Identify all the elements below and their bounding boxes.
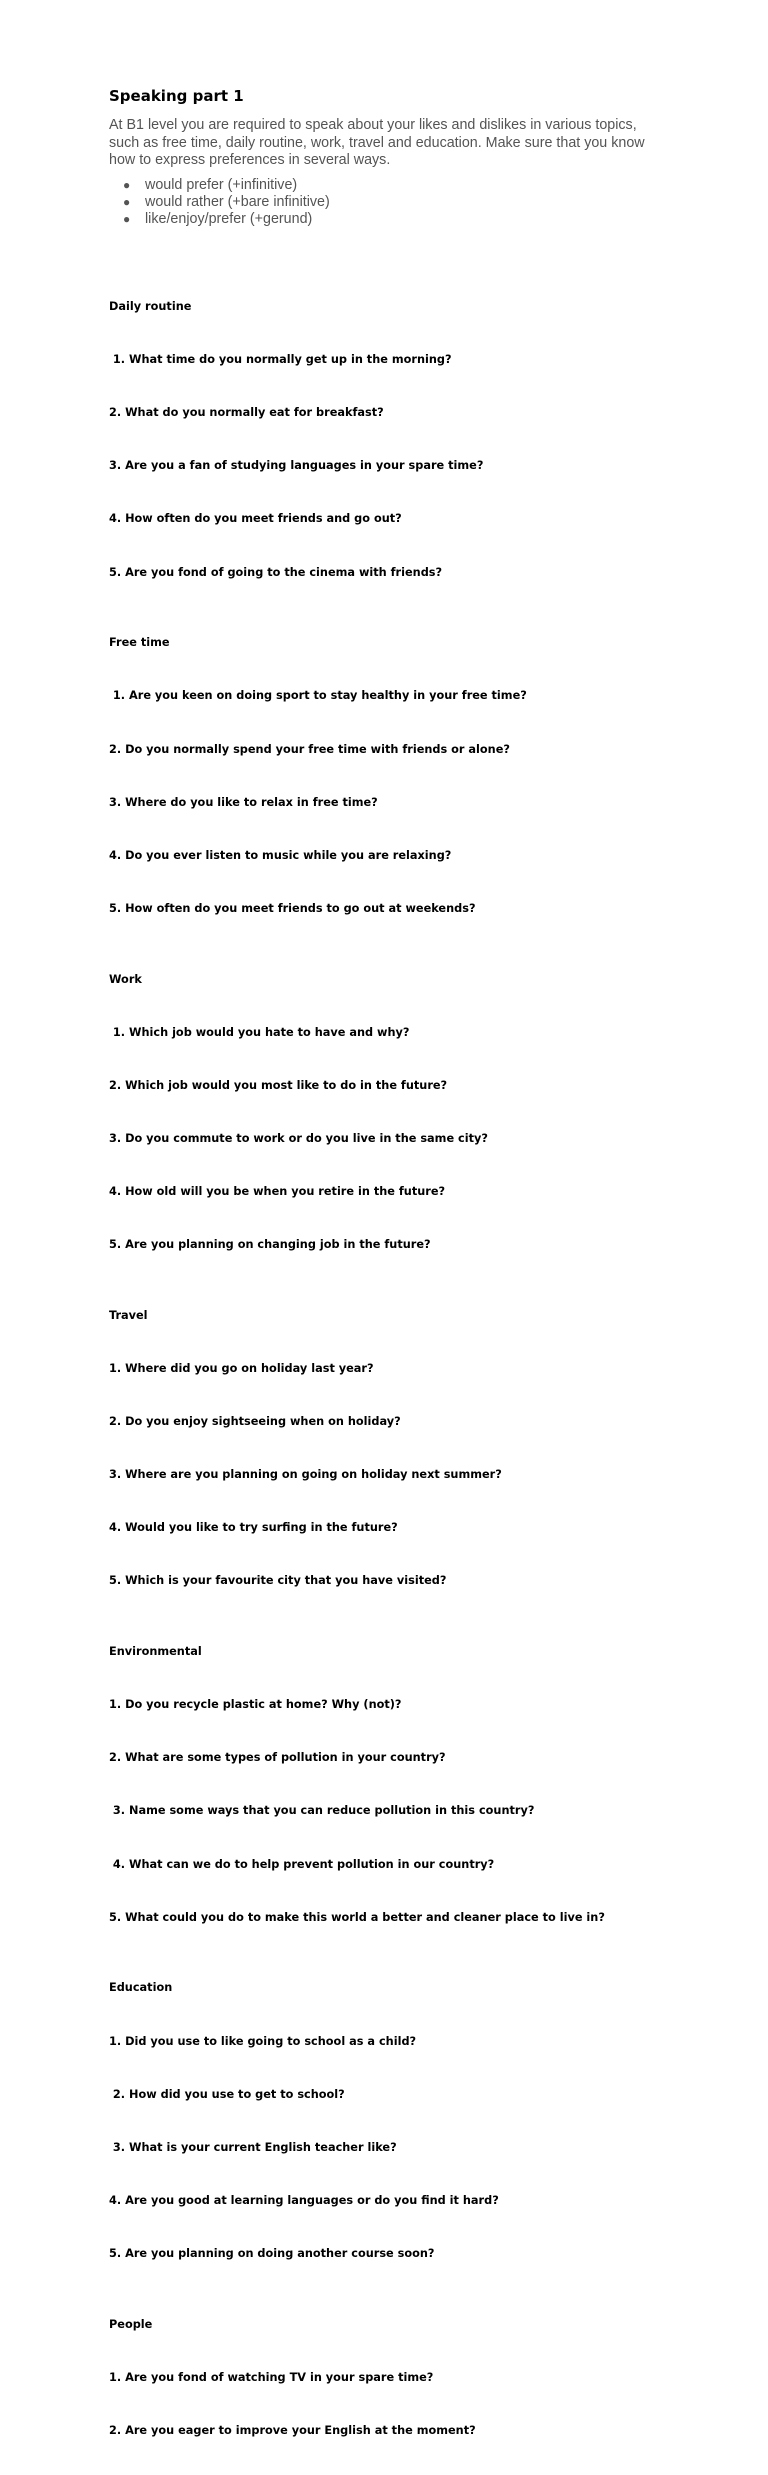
question-item: 2. Do you enjoy sightseeing when on holiday? xyxy=(109,1415,401,1429)
section-heading: Free time xyxy=(109,636,170,650)
section-heading: Environmental xyxy=(109,1645,202,1659)
question-item: 3. Are you a fan of studying languages in your spare time? xyxy=(109,459,484,473)
question-item: 5. Are you planning on doing another course soon? xyxy=(109,2246,435,2260)
question-item: 2. How did you use to get to school? xyxy=(109,2087,345,2101)
question-item: 3. What is your current English teacher like? xyxy=(109,2140,397,2154)
section-heading: People xyxy=(109,2317,153,2331)
question-item: 3. Do you commute to work or do you live in the same city? xyxy=(109,1131,488,1145)
question-item: 4. How old will you be when you retire in the future? xyxy=(109,1185,446,1199)
question-item: 1. Do you recycle plastic at home? Why (not)? xyxy=(109,1698,402,1712)
bullet-icon: ● xyxy=(123,194,131,209)
question-item: 5. What could you do to make this world a better and cleaner place to live in? xyxy=(109,1910,605,1924)
intro-paragraph: At B1 level you are required to speak about your likes and dislikes in various topics, such as free time, daily routine, work, travel and education. Make sure that you know how to express preferences in several ways. xyxy=(109,117,645,168)
question-item: 4. How often do you meet friends and go out? xyxy=(109,512,402,526)
section-heading: Work xyxy=(109,972,142,986)
section-heading: Education xyxy=(109,1981,173,1995)
question-item: 5. How often do you meet friends to go out at weekends? xyxy=(109,901,476,915)
section-heading: Travel xyxy=(109,1308,148,1322)
page-title: Speaking part 1 xyxy=(109,87,244,105)
section-heading: Daily routine xyxy=(109,300,192,314)
question-sections xyxy=(109,245,605,2475)
question-item: 1. Where did you go on holiday last year? xyxy=(109,1362,374,1375)
question-item: 3. Name some ways that you can reduce pollution in this country? xyxy=(109,1804,535,1818)
question-item: 3. Where do you like to relax in free time? xyxy=(109,795,378,809)
question-item: 2. Are you eager to improve your English at the moment? xyxy=(109,2423,476,2437)
preference-list xyxy=(109,177,330,227)
question-item: 1. Are you fond of watching TV in your spare time? xyxy=(109,2370,434,2384)
question-item: 2. What do you normally eat for breakfast? xyxy=(109,406,384,420)
question-item: 4. What can we do to help prevent pollution in our country? xyxy=(109,1857,495,1871)
question-item: 1. Did you use to like going to school as a child? xyxy=(109,2034,417,2048)
preference-item: ● would prefer (+infinitive) xyxy=(123,177,298,193)
bullet-icon: ● xyxy=(123,211,131,226)
question-item: 2. Do you normally spend your free time with friends or alone? xyxy=(109,742,510,756)
preference-item: ● would rather (+bare infinitive) xyxy=(123,193,330,210)
question-item: 1. What time do you normally get up in the morning? xyxy=(109,353,452,367)
question-item: 4. Would you like to try surfing in the future? xyxy=(109,1521,398,1535)
question-item: 2. What are some types of pollution in your country? xyxy=(109,1751,446,1765)
question-item: 4. Are you good at learning languages or do you find it hard? xyxy=(109,2193,499,2207)
question-item: 1. Are you keen on doing sport to stay healthy in your free time? xyxy=(109,689,527,703)
question-item: 1. Which job would you hate to have and why? xyxy=(109,1025,410,1039)
question-item: 5. Are you fond of going to the cinema with friends? xyxy=(109,565,443,579)
preference-item: ● like/enjoy/prefer (+gerund) xyxy=(123,210,313,227)
question-item: 3. Where are you planning on going on holiday next summer? xyxy=(109,1468,502,1482)
bullet-icon: ● xyxy=(123,178,131,192)
question-item: 5. Which is your favourite city that you have visited? xyxy=(109,1574,447,1588)
question-item: 5. Are you planning on changing job in the future? xyxy=(109,1238,431,1252)
question-item: 2. Which job would you most like to do in the future? xyxy=(109,1078,448,1092)
question-item: 4. Do you ever listen to music while you are relaxing? xyxy=(109,848,452,862)
